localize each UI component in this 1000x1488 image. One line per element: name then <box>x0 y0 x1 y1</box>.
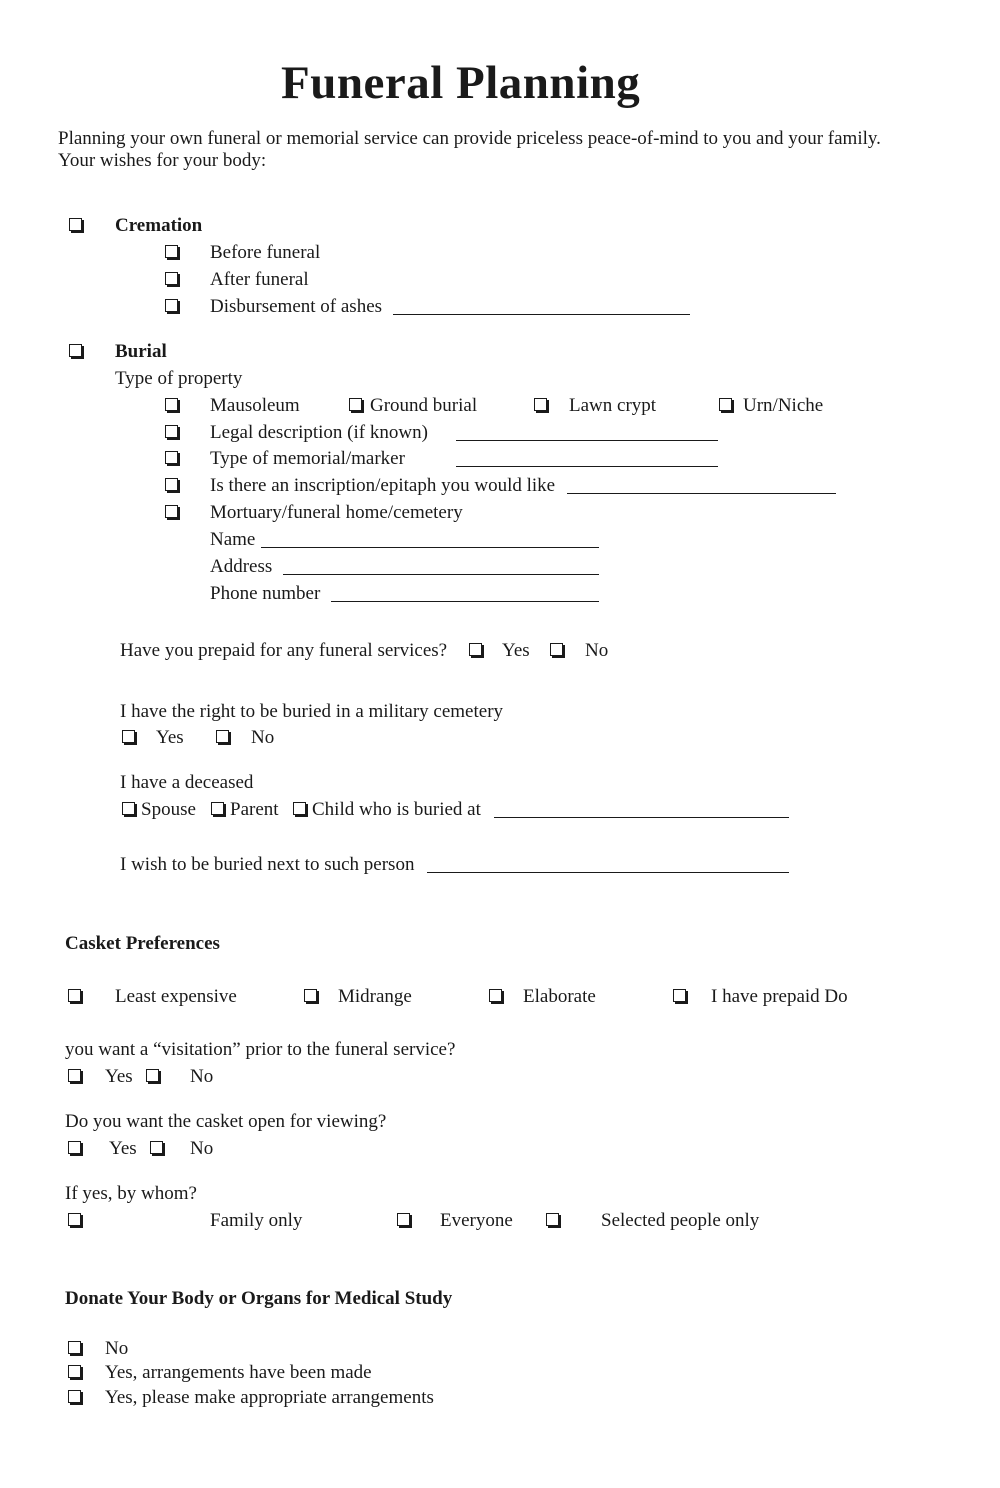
ground-burial-label: Ground burial <box>370 395 478 416</box>
urn-niche-label: Urn/Niche <box>743 395 824 416</box>
mortuary-label: Mortuary/funeral home/cemetery <box>210 502 463 523</box>
lawn-crypt-label: Lawn crypt <box>569 395 657 416</box>
prepaid-no-checkbox[interactable] <box>550 643 563 656</box>
property-type-label: Type of property <box>115 368 243 389</box>
donate-no-checkbox[interactable] <box>68 1341 81 1354</box>
memorial-type-label: Type of memorial/marker <box>210 448 405 469</box>
military-no-label: No <box>251 727 275 748</box>
least-expensive-label: Least expensive <box>115 986 237 1007</box>
memorial-type-checkbox[interactable] <box>165 451 178 464</box>
mausoleum-checkbox[interactable] <box>165 398 178 411</box>
disbursement-field[interactable] <box>393 314 690 315</box>
family-only-label: Family only <box>210 1210 303 1231</box>
spouse-label: Spouse <box>141 799 196 820</box>
intro-text: Planning your own funeral or memorial service can provide priceless peace-of-mind to you and your family. <box>58 128 881 149</box>
name-field[interactable] <box>261 547 599 548</box>
open-yes-checkbox[interactable] <box>68 1141 81 1154</box>
inscription-field[interactable] <box>567 493 836 494</box>
prepaid-question: Have you prepaid for any funeral services? <box>120 640 448 661</box>
address-field[interactable] <box>283 574 599 575</box>
parent-checkbox[interactable] <box>211 802 224 815</box>
lawn-crypt-checkbox[interactable] <box>534 398 547 411</box>
family-only-checkbox[interactable] <box>68 1213 81 1226</box>
parent-label: Parent <box>230 799 279 820</box>
visitation-no-label: No <box>190 1066 214 1087</box>
after-funeral-checkbox[interactable] <box>165 272 178 285</box>
cremation-checkbox[interactable] <box>69 218 82 231</box>
address-label: Address <box>210 556 273 577</box>
ground-burial-checkbox[interactable] <box>349 398 362 411</box>
casket-heading: Casket Preferences <box>65 933 220 954</box>
intro-subtitle: Your wishes for your body: <box>58 150 267 171</box>
page-title: Funeral Planning <box>281 57 641 109</box>
buried-next-field[interactable] <box>427 872 789 873</box>
deceased-label: I have a deceased <box>120 772 254 793</box>
least-expensive-checkbox[interactable] <box>68 989 81 1002</box>
legal-description-field[interactable] <box>456 440 718 441</box>
visitation-no-checkbox[interactable] <box>146 1069 159 1082</box>
midrange-label: Midrange <box>338 986 412 1007</box>
phone-label: Phone number <box>210 583 321 604</box>
inscription-label: Is there an inscription/epitaph you would like <box>210 475 556 496</box>
child-checkbox[interactable] <box>293 802 306 815</box>
open-no-label: No <box>190 1138 214 1159</box>
mortuary-checkbox[interactable] <box>165 505 178 518</box>
open-no-checkbox[interactable] <box>150 1141 163 1154</box>
military-no-checkbox[interactable] <box>216 730 229 743</box>
before-funeral-label: Before funeral <box>210 242 321 263</box>
disbursement-checkbox[interactable] <box>165 299 178 312</box>
mausoleum-label: Mausoleum <box>210 395 300 416</box>
open-viewing-question: Do you want the casket open for viewing? <box>65 1111 387 1132</box>
visitation-yes-label: Yes <box>105 1066 133 1087</box>
prepaid-casket-checkbox[interactable] <box>673 989 686 1002</box>
prepaid-yes-label: Yes <box>502 640 530 661</box>
visitation-question: you want a “visitation” prior to the funeral service? <box>65 1039 456 1060</box>
everyone-checkbox[interactable] <box>397 1213 410 1226</box>
name-label: Name <box>210 529 256 550</box>
military-question: I have the right to be buried in a military cemetery <box>120 701 504 722</box>
visitation-yes-checkbox[interactable] <box>68 1069 81 1082</box>
donate-please-arrange-checkbox[interactable] <box>68 1390 81 1403</box>
cremation-heading: Cremation <box>115 215 203 236</box>
inscription-checkbox[interactable] <box>165 478 178 491</box>
prepaid-no-label: No <box>585 640 609 661</box>
midrange-checkbox[interactable] <box>304 989 317 1002</box>
prepaid-yes-checkbox[interactable] <box>469 643 482 656</box>
burial-heading: Burial <box>115 341 167 362</box>
elaborate-checkbox[interactable] <box>489 989 502 1002</box>
by-whom-question: If yes, by whom? <box>65 1183 197 1204</box>
child-buried-label: Child who is buried at <box>312 799 481 820</box>
donate-heading: Donate Your Body or Organs for Medical Study <box>65 1288 453 1309</box>
donate-no-label: No <box>105 1338 129 1359</box>
phone-field[interactable] <box>331 601 599 602</box>
spouse-checkbox[interactable] <box>122 802 135 815</box>
after-funeral-label: After funeral <box>210 269 309 290</box>
donate-arranged-label: Yes, arrangements have been made <box>105 1362 372 1383</box>
before-funeral-checkbox[interactable] <box>165 245 178 258</box>
prepaid-casket-label: I have prepaid Do <box>711 986 848 1007</box>
legal-description-checkbox[interactable] <box>165 425 178 438</box>
child-buried-field[interactable] <box>494 817 789 818</box>
donate-please-arrange-label: Yes, please make appropriate arrangements <box>105 1387 434 1408</box>
military-yes-checkbox[interactable] <box>122 730 135 743</box>
urn-niche-checkbox[interactable] <box>719 398 732 411</box>
legal-description-label: Legal description (if known) <box>210 422 428 443</box>
buried-next-label: I wish to be buried next to such person <box>120 854 415 875</box>
disbursement-label: Disbursement of ashes <box>210 296 383 317</box>
open-yes-label: Yes <box>109 1138 137 1159</box>
burial-checkbox[interactable] <box>69 344 82 357</box>
elaborate-label: Elaborate <box>523 986 596 1007</box>
everyone-label: Everyone <box>440 1210 513 1231</box>
military-yes-label: Yes <box>156 727 184 748</box>
selected-people-label: Selected people only <box>601 1210 760 1231</box>
memorial-type-field[interactable] <box>456 466 718 467</box>
selected-people-checkbox[interactable] <box>546 1213 559 1226</box>
donate-arranged-checkbox[interactable] <box>68 1365 81 1378</box>
